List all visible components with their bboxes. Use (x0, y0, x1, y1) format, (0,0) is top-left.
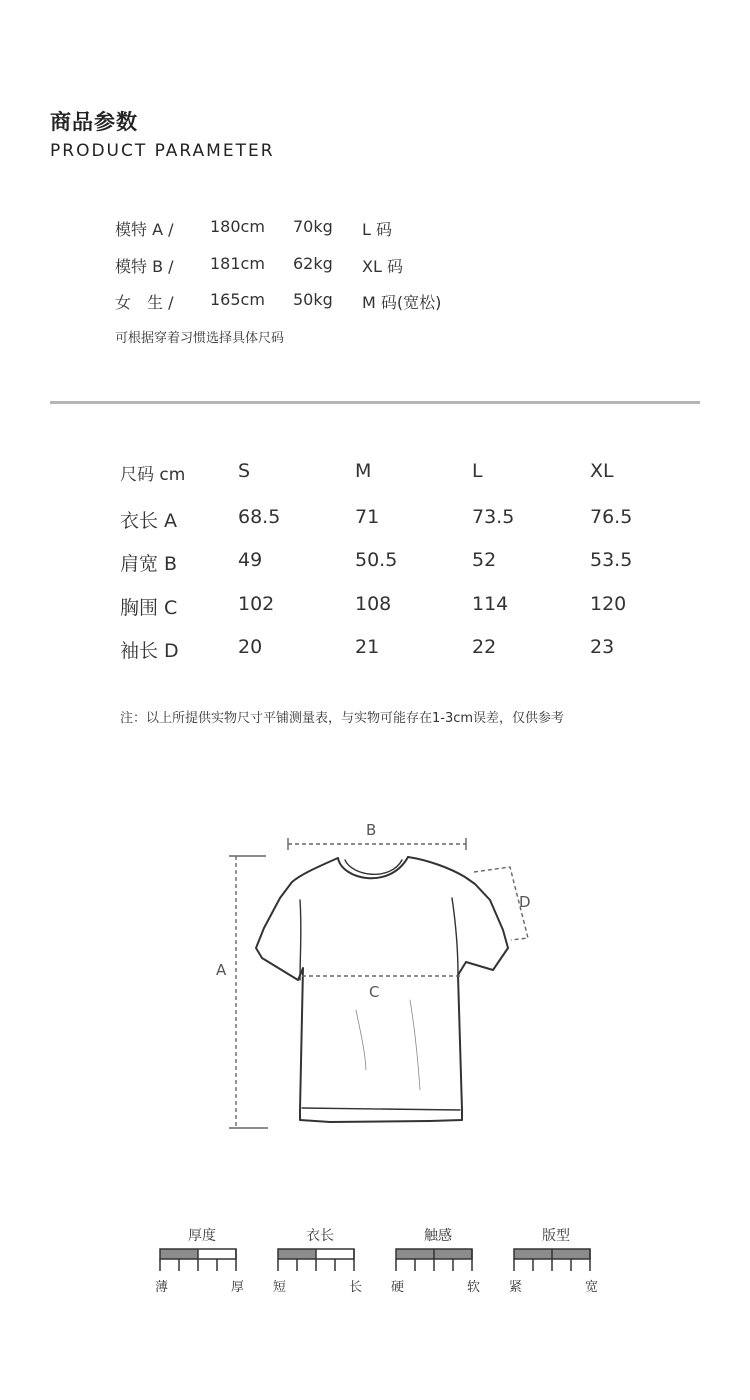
attribute-right-label: 宽 (585, 1280, 599, 1295)
table-cell: 22 (472, 636, 497, 658)
attribute-scale (158, 1247, 238, 1273)
table-cell: 68.5 (238, 506, 281, 528)
attribute-thickness (150, 1225, 260, 1295)
table-row (0, 549, 750, 575)
table-cell: 73.5 (472, 506, 515, 528)
label-c: C (369, 983, 380, 1001)
model-row (0, 290, 750, 312)
model-size: M 码(宽松) (362, 293, 442, 312)
row-label: 衣长 A (120, 510, 178, 532)
attribute-scale (512, 1247, 592, 1273)
attribute-left-label: 薄 (155, 1280, 169, 1295)
attribute-title: 触感 (424, 1228, 452, 1244)
table-row (0, 636, 750, 662)
model-label: 模特 A / (115, 220, 174, 239)
table-cell: 102 (238, 593, 275, 615)
label-b: B (366, 821, 377, 839)
table-cell: 52 (472, 549, 497, 571)
table-row (0, 593, 750, 619)
attribute-left-label: 短 (273, 1280, 287, 1295)
table-cell: 76.5 (590, 506, 633, 528)
label-d: D (519, 893, 531, 911)
size-hint: 可根据穿着习惯选择具体尺码 (115, 331, 285, 346)
page-title: 商品参数 (50, 110, 138, 134)
tshirt-collar (338, 857, 408, 878)
label-a: A (216, 961, 227, 979)
table-header-cell: XL (590, 460, 614, 482)
table-header-cell: L (472, 460, 483, 482)
row-label: 肩宽 B (120, 553, 178, 575)
model-height: 181cm (210, 254, 265, 273)
tshirt-diagram (0, 780, 750, 1160)
table-header-row (0, 460, 750, 486)
attribute-right-label: 厚 (231, 1280, 245, 1295)
tshirt-outline (256, 857, 508, 1122)
model-height: 180cm (210, 217, 265, 236)
row-label: 胸围 C (120, 597, 178, 619)
model-label: 女 生 / (115, 293, 174, 312)
table-cell: 114 (472, 593, 509, 615)
attribute-title: 版型 (542, 1228, 570, 1244)
table-cell: 53.5 (590, 549, 633, 571)
row-label: 袖长 D (120, 640, 179, 662)
scale-fill (278, 1249, 316, 1259)
attribute-left-label: 硬 (391, 1280, 405, 1295)
page-subtitle: PRODUCT PARAMETER (50, 141, 275, 161)
table-header-cell: M (355, 460, 372, 482)
scale-fill (160, 1249, 198, 1259)
attribute-title: 厚度 (188, 1228, 216, 1244)
model-weight: 62kg (293, 254, 333, 273)
attribute-touch (386, 1225, 496, 1295)
attribute-title: 衣长 (306, 1228, 334, 1244)
model-size: L 码 (362, 220, 393, 239)
attribute-left-label: 紧 (509, 1280, 523, 1295)
attribute-right-label: 软 (467, 1280, 481, 1295)
table-header-label: 尺码 cm (120, 465, 186, 485)
model-label: 模特 B / (115, 257, 174, 276)
measurement-note: 注：以上所提供实物尺寸平铺测量表，与实物可能存在1-3cm误差，仅供参考 (120, 711, 565, 726)
table-cell: 23 (590, 636, 615, 658)
table-cell: 21 (355, 636, 380, 658)
model-weight: 50kg (293, 290, 333, 309)
table-cell: 49 (238, 549, 263, 571)
table-row (0, 506, 750, 532)
table-header-cell: S (238, 460, 251, 482)
attribute-scale (394, 1247, 474, 1273)
table-cell: 120 (590, 593, 627, 615)
attribute-length (268, 1225, 378, 1295)
table-cell: 71 (355, 506, 380, 528)
model-weight: 70kg (293, 217, 333, 236)
attribute-right-label: 长 (349, 1280, 363, 1295)
attribute-fit (504, 1225, 614, 1295)
table-cell: 50.5 (355, 549, 398, 571)
model-row (0, 254, 750, 276)
model-height: 165cm (210, 290, 265, 309)
model-row (0, 217, 750, 239)
table-cell: 20 (238, 636, 263, 658)
model-size: XL 码 (362, 257, 403, 276)
table-cell: 108 (355, 593, 392, 615)
attribute-scale (276, 1247, 356, 1273)
section-divider (50, 401, 700, 404)
